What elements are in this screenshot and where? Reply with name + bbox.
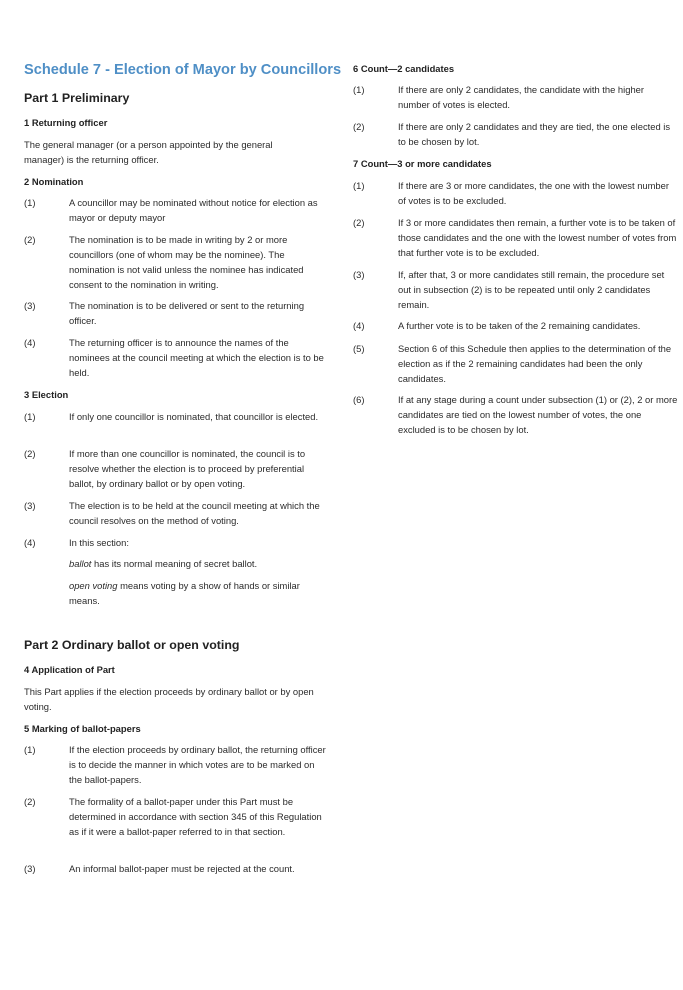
item-number: (2) [24,234,36,245]
definition-ballot [69,556,329,571]
item-number: (5) [353,343,365,354]
section-7-item-5 [353,341,679,386]
definition-text: has its normal meaning of secret ballot. [91,558,258,569]
part-1-heading: Part 1 Preliminary [24,91,130,105]
definition-open-voting [69,578,329,608]
section-2-item-1 [24,195,330,225]
item-number: (1) [353,84,365,95]
section-1-heading: 1 Returning officer [24,117,108,128]
section-6-item-2 [353,119,679,149]
item-text: If more than one councillor is nominated, the council is to resolve whether the election is to proceed by preferential ballot, by ordinary ballot or by open voting. [69,448,306,489]
item-number: (1) [353,180,365,191]
item-number: (4) [24,337,36,348]
definition-term: ballot [69,558,92,569]
item-number: (2) [353,121,365,132]
item-text: An informal ballot-paper must be rejected at the count. [69,863,295,874]
section-7-heading: 7 Count—3 or more candidates [353,158,492,169]
item-text: The nomination is to be delivered or sent to the returning officer. [69,300,305,326]
section-5-item-2 [24,794,330,839]
item-number: (3) [353,269,365,280]
item-text: If there are only 2 candidates, the candidate with the higher number of votes is elected. [398,84,644,110]
item-number: (1) [24,197,36,208]
item-number: (3) [24,863,36,874]
item-text: A further vote is to be taken of the 2 remaining candidates. [398,320,641,331]
section-3-item-3 [24,498,330,528]
section-2-item-3 [24,298,330,328]
section-3-item-1 [24,409,330,424]
item-text: In this section: [69,537,129,548]
item-text: The returning officer is to announce the names of the nominees at the council meeting at which the election is to be held. [69,337,324,378]
section-4-text: This Part applies if the election proceeds by ordinary ballot or by open voting. [24,686,314,712]
section-6-heading: 6 Count—2 candidates [353,63,455,74]
section-5-heading: 5 Marking of ballot-papers [24,723,141,734]
section-7-item-6 [353,392,679,437]
section-4-heading: 4 Application of Part [24,664,115,675]
item-text: A councillor may be nominated without notice for election as mayor or deputy mayor [69,197,318,223]
item-text: If at any stage during a count under subsection (1) or (2), 2 or more candidates are tied on the lowest number of votes, the one excluded is to be chosen by lot. [398,394,678,435]
section-3-item-2 [24,446,330,491]
item-text: The election is to be held at the council meeting at which the council resolves on the method of voting. [69,500,320,526]
section-6-item-1 [353,82,679,112]
section-3-heading: 3 Election [24,389,69,400]
section-5-item-3 [24,861,330,876]
item-number: (3) [24,500,36,511]
item-number: (3) [24,300,36,311]
item-text: The formality of a ballot-paper under this Part must be determined in accordance with section 345 of this Regulation as if it were a ballot-paper referred to in that section. [69,796,322,837]
section-7-item-4 [353,318,679,333]
item-number: (2) [24,796,36,807]
item-number: (6) [353,394,365,405]
section-7-item-2 [353,215,679,260]
item-number: (1) [24,744,36,755]
item-text: Section 6 of this Schedule then applies to the determination of the election as if the 2 remaining candidates had been the only candidates. [398,343,672,384]
item-number: (2) [353,217,365,228]
section-7-item-3 [353,267,679,312]
section-2-heading: 2 Nomination [24,176,84,187]
section-3-item-4 [24,535,330,550]
item-text: If there are only 2 candidates and they are tied, the one elected is to be chosen by lot. [398,121,671,147]
item-number: (4) [24,537,36,548]
item-text: If only one councillor is nominated, that councillor is elected. [69,411,319,422]
part-2-heading: Part 2 Ordinary ballot or open voting [24,638,240,652]
item-number: (2) [24,448,36,459]
item-text: If the election proceeds by ordinary ballot, the returning officer is to decide the manner in which votes are to be marked on the ballot-papers. [69,744,326,785]
item-text: The nomination is to be made in writing by 2 or more councillors (one of whom may be the nominee). The nomination is not valid unless the nominee has indicated consent to the nomination in writing. [69,234,304,290]
item-number: (1) [24,411,36,422]
item-text: If, after that, 3 or more candidates still remain, the procedure set out in subsection (2) is to be repeated until only 2 candidates remain. [398,269,665,310]
section-5-item-1 [24,742,330,787]
item-number: (4) [353,320,365,331]
definition-term: open voting [69,580,118,591]
section-1-text: The general manager (or a person appointed by the general manager) is the returning officer. [24,139,273,165]
definition-text: means voting by a show of hands or similar means. [69,580,300,606]
schedule-title: Schedule 7 - Election of Mayor by Councillors [24,62,342,78]
item-text: If there are 3 or more candidates, the one with the lowest number of votes is to be excluded. [398,180,669,206]
section-7-item-1 [353,178,679,208]
item-text: If 3 or more candidates then remain, a further vote is to be taken of those candidates and the one with the lowest number of votes from that further vote is to be excluded. [398,217,677,258]
section-2-item-2 [24,232,330,292]
section-2-item-4 [24,335,330,380]
